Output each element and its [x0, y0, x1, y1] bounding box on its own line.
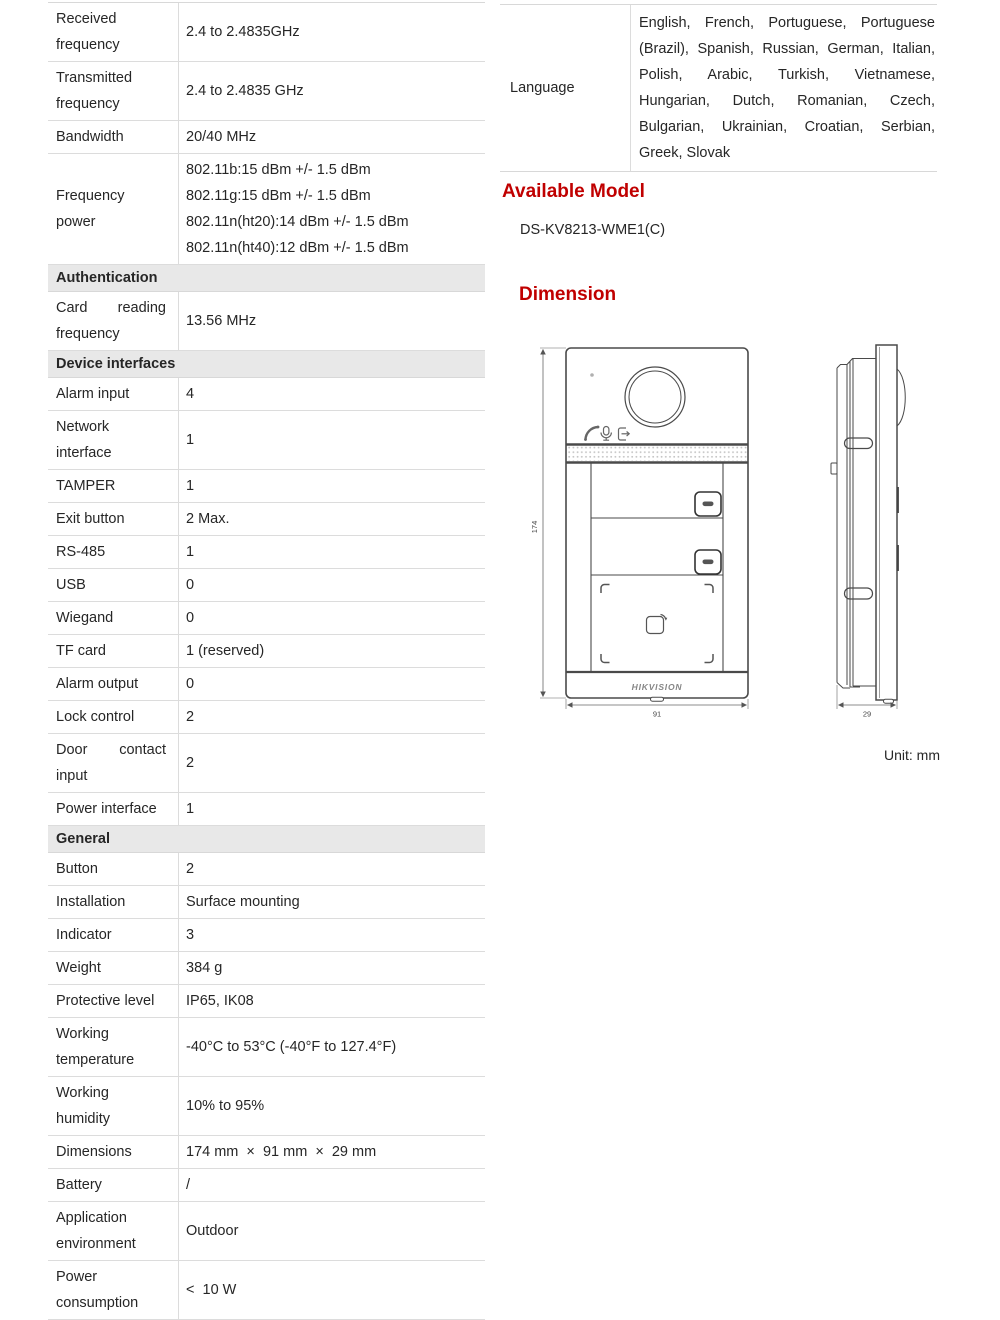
spec-value: 0	[178, 602, 485, 634]
spec-label: Application environment	[56, 1210, 136, 1252]
spec-row	[48, 886, 485, 919]
spec-value: Outdoor	[178, 1202, 485, 1260]
dimension-drawing	[500, 335, 960, 735]
spec-row	[48, 952, 485, 985]
spec-row	[48, 3, 485, 62]
spec-row	[48, 503, 485, 536]
front-view	[566, 348, 748, 701]
language-label: Language	[510, 80, 575, 96]
spec-value: < 10 W	[178, 1261, 485, 1319]
spec-value: 2 Max.	[178, 503, 485, 535]
front-body-outline	[566, 348, 748, 698]
side-clip-top	[845, 438, 873, 449]
spec-label: USB	[56, 577, 86, 593]
spec-label: Installation	[56, 894, 126, 910]
call-button-2	[695, 550, 721, 574]
spec-row	[48, 734, 485, 793]
spec-label: Alarm output	[56, 676, 139, 692]
spec-value: /	[178, 1169, 485, 1201]
spec-value: 2	[178, 701, 485, 733]
spec-row	[48, 62, 485, 121]
spec-row	[48, 793, 485, 826]
spec-row	[48, 378, 485, 411]
exit-door-icon	[619, 428, 630, 440]
side-bottom-notch	[884, 699, 894, 703]
camera-lens	[625, 367, 685, 427]
spec-value: 2	[178, 853, 485, 885]
spec-row	[48, 121, 485, 154]
spec-label: Working humidity	[56, 1085, 110, 1127]
dimension-heading: Dimension	[519, 284, 617, 305]
spec-value: 13.56 MHz	[178, 292, 485, 350]
spec-value: 174 mm × 91 mm × 29 mm	[178, 1136, 485, 1168]
spec-value: 802.11b:15 dBm +/- 1.5 dBm 802.11g:15 dBm +/- 1.5 dBm 802.11n(ht20):14 dBm +/- 1.5 dBm 802.11n(ht40):12 dBm +/- 1.5 dBm	[178, 154, 485, 264]
spec-label: Frequency power	[56, 188, 125, 230]
spec-label: Indicator	[56, 927, 112, 943]
spec-label: Network interface	[56, 419, 112, 461]
spec-row	[48, 1136, 485, 1169]
spec-label: Working temperature	[56, 1026, 135, 1068]
card-tap-icon	[647, 615, 668, 634]
section-header: General	[48, 826, 485, 853]
spec-label: Weight	[56, 960, 101, 976]
spec-row	[48, 919, 485, 952]
spec-value: 4	[178, 378, 485, 410]
spec-label: Transmitted frequency	[56, 70, 133, 112]
spec-value: -40°C to 53°C (-40°F to 127.4°F)	[178, 1018, 485, 1076]
spec-row	[48, 154, 485, 265]
front-width-dim-label: 91	[652, 709, 662, 719]
spec-value: 0	[178, 569, 485, 601]
call-button-1	[695, 492, 721, 516]
spec-value: 1 (reserved)	[178, 635, 485, 667]
spec-row	[48, 602, 485, 635]
spec-value: 2.4 to 2.4835 GHz	[178, 62, 485, 120]
indicator-dot	[590, 373, 594, 377]
spec-label: Card reading frequency	[56, 300, 166, 342]
spec-row	[48, 668, 485, 701]
spec-label: Bandwidth	[56, 129, 124, 145]
spec-row	[48, 536, 485, 569]
spec-label: Power interface	[56, 801, 157, 817]
spec-label: Lock control	[56, 709, 135, 725]
spec-value: 384 g	[178, 952, 485, 984]
spec-value: 2	[178, 734, 485, 792]
side-clip-bottom	[845, 588, 873, 599]
spec-value: 1	[178, 793, 485, 825]
spec-value: Surface mounting	[178, 886, 485, 918]
card-reader-area	[601, 585, 713, 663]
spec-label: TF card	[56, 643, 106, 659]
spec-row	[48, 470, 485, 503]
side-depth-dim-label: 29	[862, 709, 872, 719]
front-height-dimension	[540, 348, 566, 698]
side-view	[831, 345, 905, 703]
spec-label: TAMPER	[56, 478, 116, 494]
spec-row	[48, 701, 485, 734]
front-height-dim-label: 174	[530, 520, 539, 534]
spec-value: 0	[178, 668, 485, 700]
model-number: DS-KV8213-WME1(C)	[520, 222, 666, 238]
spec-row	[48, 411, 485, 470]
inner-panel	[591, 464, 723, 673]
call-icon	[584, 426, 599, 441]
side-lens-dome	[897, 369, 905, 426]
spec-value: IP65, IK08	[178, 985, 485, 1017]
spec-label: Received frequency	[56, 11, 120, 53]
spec-value: 1	[178, 470, 485, 502]
spec-label: Wiegand	[56, 610, 114, 626]
side-tamper-tab	[831, 463, 837, 474]
microphone-icon	[601, 427, 611, 441]
spec-label: Exit button	[56, 511, 125, 527]
spec-value: 1	[178, 411, 485, 469]
spec-label: Door contact input	[56, 742, 166, 784]
spec-label: Power consumption	[56, 1269, 139, 1311]
spec-row	[48, 292, 485, 351]
available-model-heading: Available Model	[502, 181, 645, 202]
spec-label: Button	[56, 861, 98, 877]
spec-label: Alarm input	[56, 386, 130, 402]
spec-row	[48, 1077, 485, 1136]
spec-label: RS-485	[56, 544, 106, 560]
spec-row	[48, 569, 485, 602]
spec-value: 1	[178, 536, 485, 568]
spec-row	[48, 1202, 485, 1261]
spec-label: Protective level	[56, 993, 155, 1009]
spec-row	[48, 853, 485, 886]
section-header: Authentication	[48, 265, 485, 292]
spec-row	[48, 635, 485, 668]
section-header: Device interfaces	[48, 351, 485, 378]
front-bottom-notch	[651, 697, 664, 701]
spec-table	[48, 2, 485, 1320]
spec-row	[48, 1261, 485, 1320]
spec-label: Dimensions	[56, 1144, 132, 1160]
speaker-grille	[566, 445, 748, 463]
side-depth-dimension	[837, 685, 897, 709]
language-value: English, French, Portuguese, Portuguese (Brazil), Spanish, Russian, German, Italian, Polish, Arabic, Turkish, Vietnamese, Hungarian, Dutch, Romanian, Czech, Bulgarian, Ukrainian, Croatian, Serbian, Greek, Slovak	[630, 5, 937, 171]
spec-value: 10% to 95%	[178, 1077, 485, 1135]
spec-row	[48, 1169, 485, 1202]
spec-value: 3	[178, 919, 485, 951]
spec-row	[48, 1018, 485, 1077]
spec-label: Battery	[56, 1177, 102, 1193]
language-table	[500, 4, 937, 172]
hikvision-logo: HIKVISION	[631, 682, 683, 692]
spec-value: 2.4 to 2.4835GHz	[178, 3, 485, 61]
spec-row	[48, 985, 485, 1018]
spec-value: 20/40 MHz	[178, 121, 485, 153]
unit-label: Unit: mm	[884, 747, 940, 763]
